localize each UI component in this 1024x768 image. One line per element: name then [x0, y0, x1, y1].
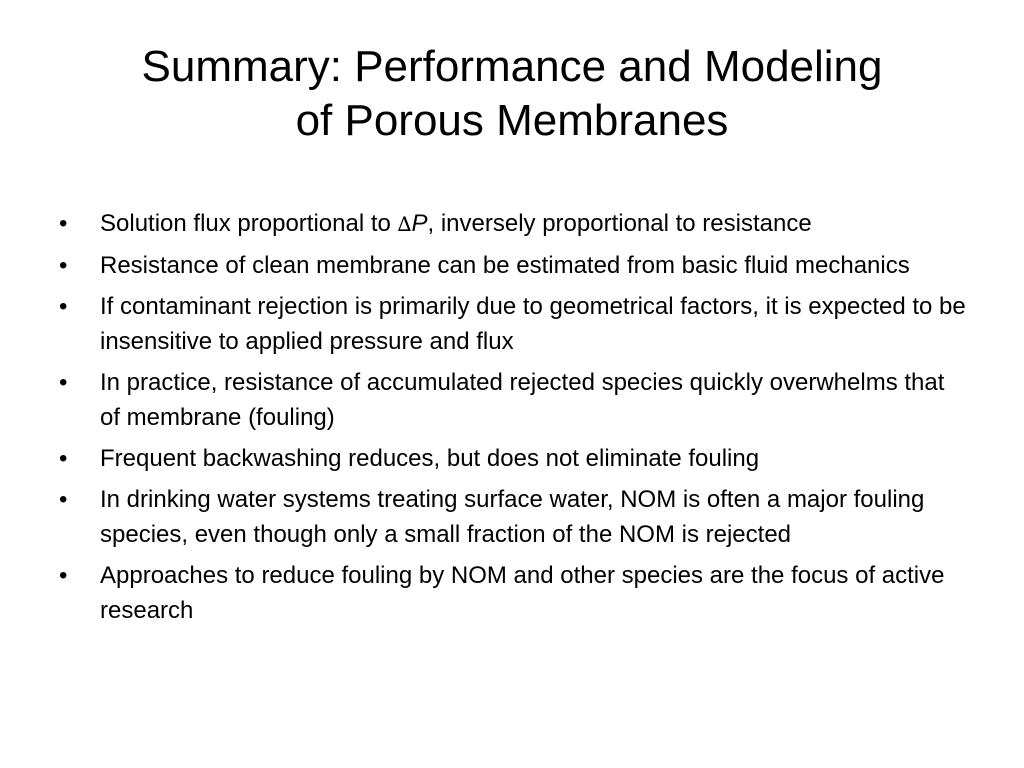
bullet-marker: •	[59, 210, 68, 237]
bullet-text: Approaches to reduce fouling by NOM and other species are the focus of active research	[100, 562, 945, 624]
bullet-item-clean-membrane	[56, 248, 968, 283]
bullet-text: Resistance of clean membrane can be estimated from basic fluid mechanics	[100, 252, 910, 279]
bullet-marker: •	[59, 293, 68, 320]
bullet-text: In practice, resistance of accumulated rejected species quickly overwhelms that of membrane (fouling)	[100, 369, 945, 431]
bullet-item-flux	[56, 206, 968, 242]
delta-symbol: ∆	[397, 212, 412, 236]
bullet-item-research	[56, 558, 968, 628]
bullet-marker: •	[59, 562, 68, 589]
bullet-marker: •	[59, 445, 68, 472]
slide-title-line-1: Summary: Performance and Modeling	[141, 42, 883, 91]
bullet-marker: •	[59, 252, 68, 279]
bullet-list	[56, 206, 968, 634]
slide-title-line-2: of Porous Membranes	[295, 96, 729, 145]
bullet-text: Frequent backwashing reduces, but does not eliminate fouling	[100, 445, 760, 472]
bullet-text-flux-end: , inversely proportional to resistance	[427, 210, 812, 237]
bullet-item-fouling	[56, 365, 968, 435]
bullet-marker: •	[59, 486, 68, 513]
pressure-variable: P	[411, 210, 428, 237]
bullet-item-rejection	[56, 289, 968, 359]
bullet-text: In drinking water systems treating surface water, NOM is often a major fouling species, even though only a small fraction of the NOM is rejected	[100, 486, 925, 548]
bullet-item-backwashing	[56, 441, 968, 476]
bullet-text: If contaminant rejection is primarily due to geometrical factors, it is expected to be insensitive to applied pressure and flux	[100, 293, 966, 355]
bullet-item-nom	[56, 482, 968, 552]
bullet-marker: •	[59, 369, 68, 396]
slide-title	[40, 40, 984, 148]
bullet-text-flux-start: Solution flux proportional to	[100, 210, 398, 237]
